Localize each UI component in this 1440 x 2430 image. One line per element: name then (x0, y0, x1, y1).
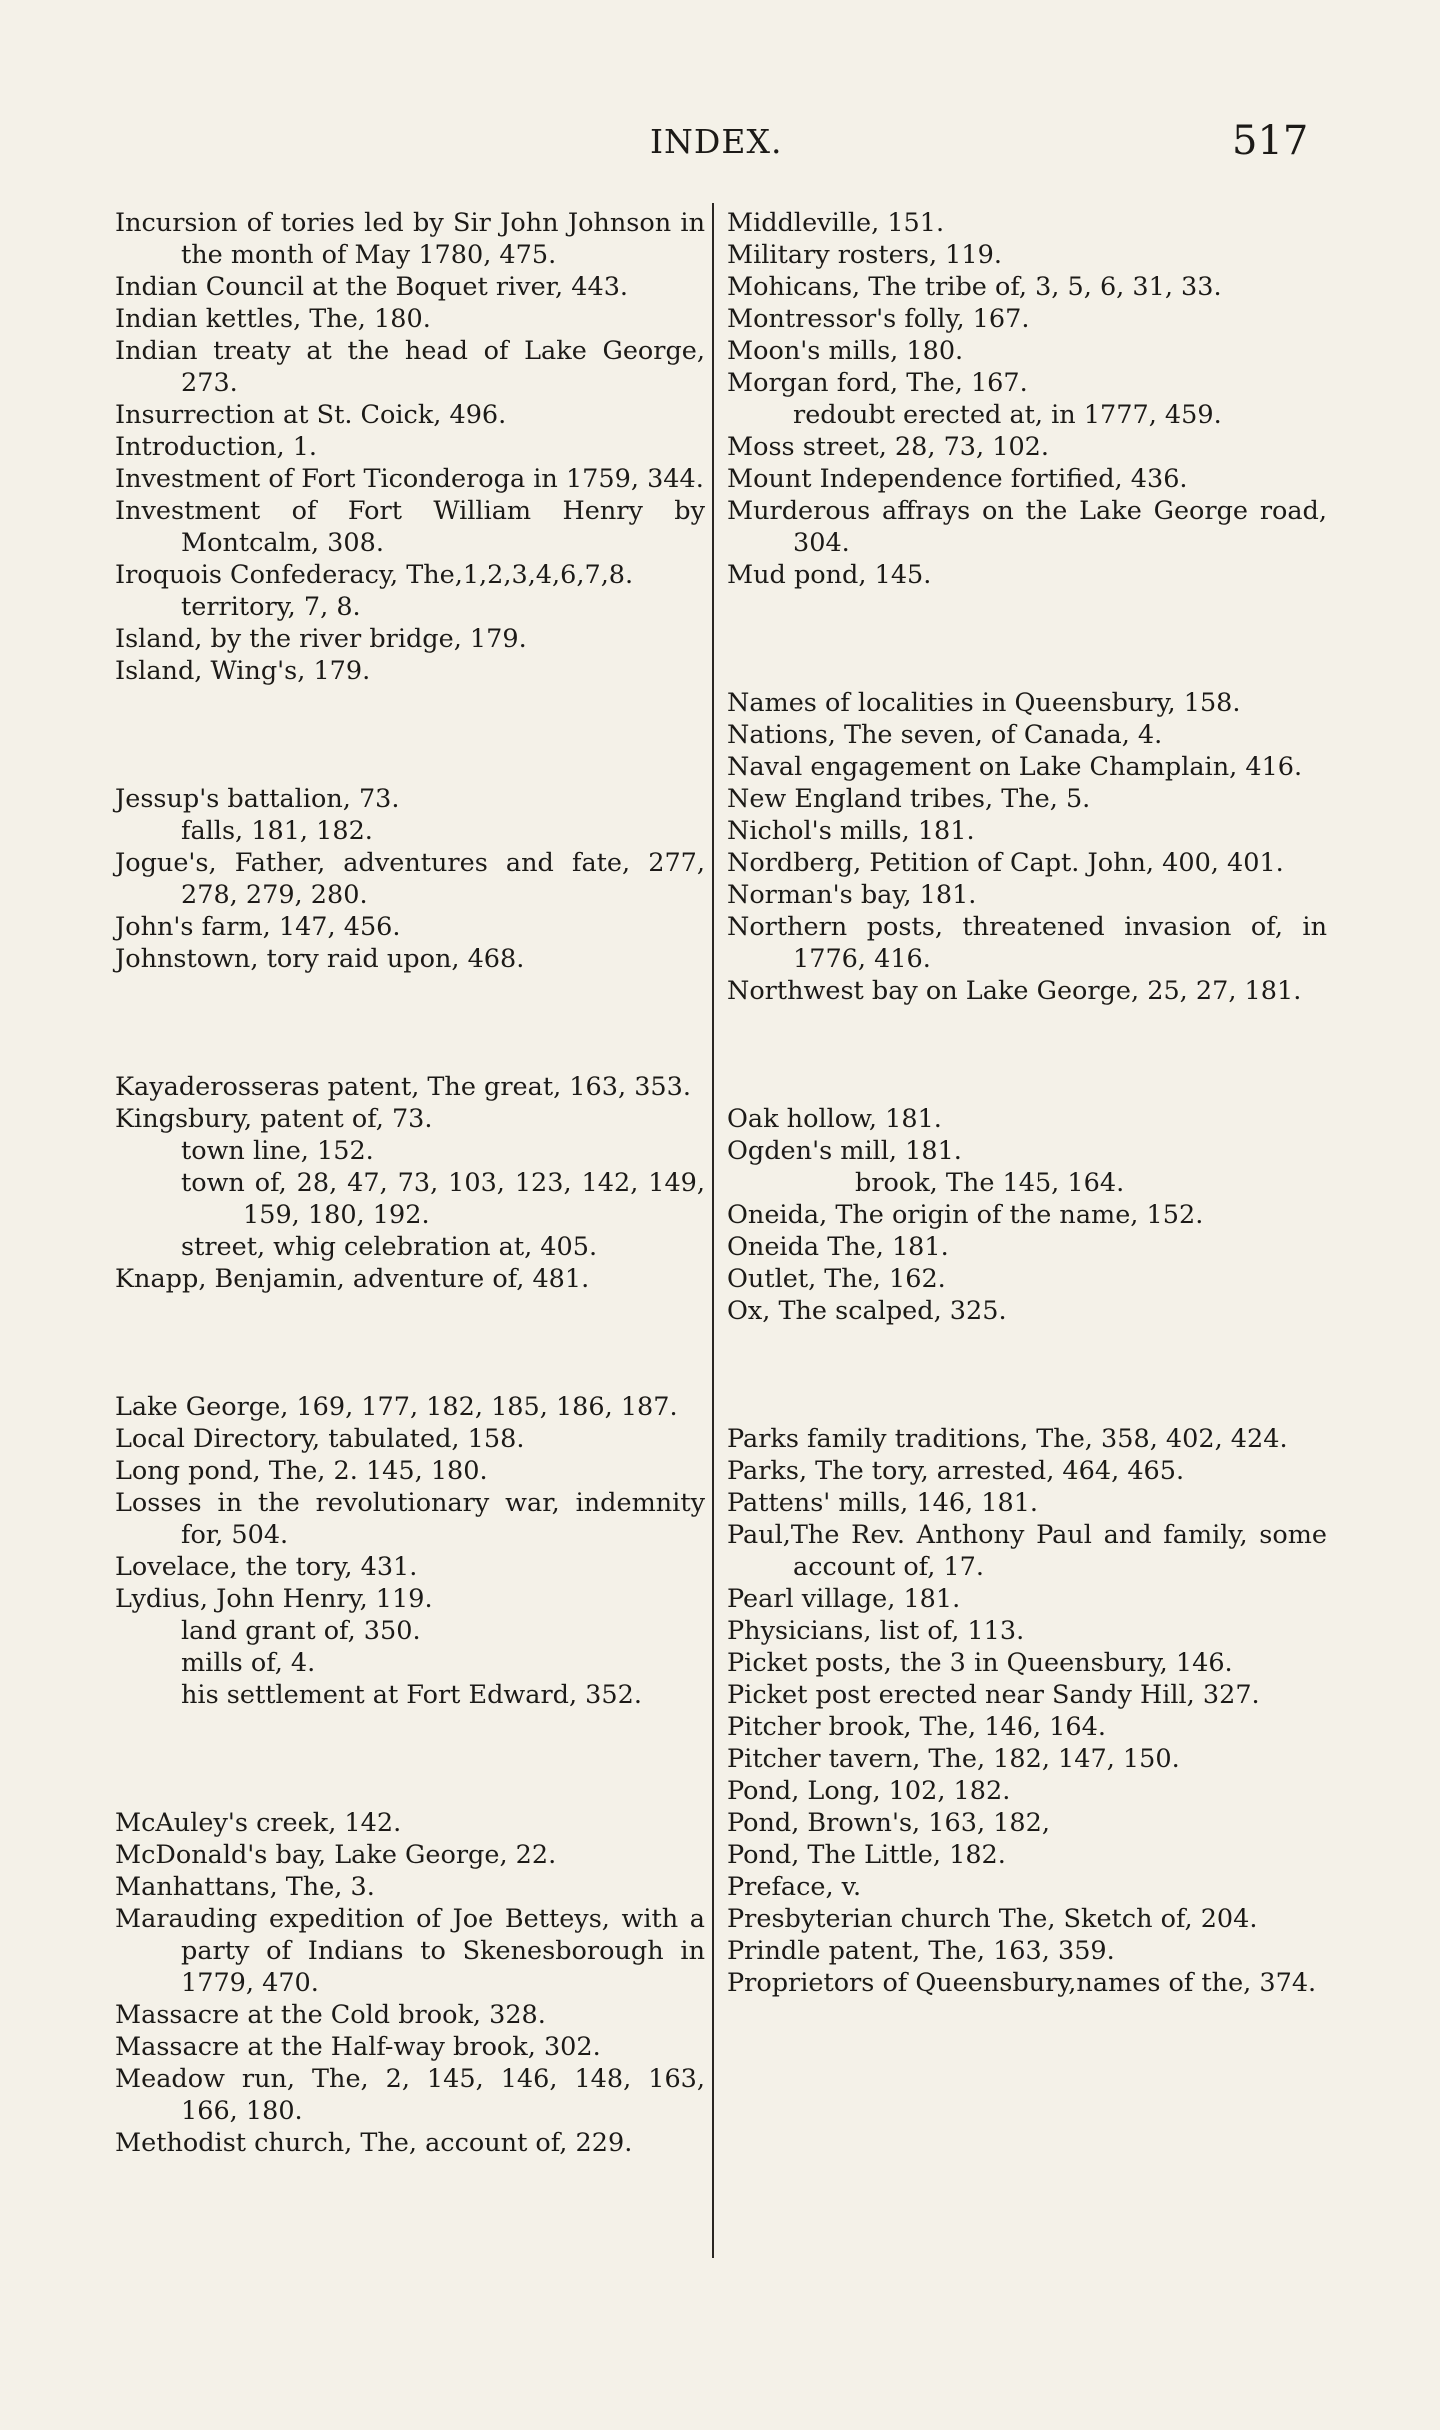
index-subentry: town of, 28, 47, 73, 103, 123, 142, 149, 159, 180, 192. (181, 1168, 705, 1230)
index-entry: Nordberg, Petition of Capt. John, 400, 401. (727, 848, 1284, 878)
letter-section-gap (115, 1711, 705, 1807)
index-entry: Moon's mills, 180. (727, 336, 964, 366)
left-index-column (115, 207, 705, 2159)
index-entry: Ogden's mill, 181. (727, 1136, 962, 1166)
index-entry: Introduction, 1. (115, 432, 318, 462)
index-entry: Lake George, 169, 177, 182, 185, 186, 187. (115, 1392, 678, 1422)
index-entry: Local Directory, tabulated, 158. (115, 1424, 525, 1454)
index-entry: Insurrection at St. Coick, 496. (115, 400, 507, 430)
index-entry: Norman's bay, 181. (727, 880, 977, 910)
index-entry: Nations, The seven, of Canada, 4. (727, 720, 1163, 750)
letter-section-gap (115, 1295, 705, 1391)
index-entry: Northwest bay on Lake George, 25, 27, 181. (727, 976, 1302, 1006)
index-entry: Morgan ford, The, 167. (727, 368, 1028, 398)
letter-section-gap (115, 975, 705, 1071)
left-letter-group (115, 783, 705, 975)
left-letter-group (115, 1391, 705, 1711)
index-entry: Oneida The, 181. (727, 1232, 949, 1262)
index-entry: Investment of Fort Ticonderoga in 1759, 344. (115, 464, 704, 494)
index-entry: Nichol's mills, 181. (727, 816, 975, 846)
right-letter-group (727, 1423, 1327, 1999)
index-entry: Oak hollow, 181. (727, 1104, 942, 1134)
index-entry: Johnstown, tory raid upon, 468. (115, 944, 525, 974)
index-entry: Mohicans, The tribe of, 3, 5, 6, 31, 33. (727, 272, 1222, 302)
index-entry: Investment of Fort William Henry by Montcalm, 308. (115, 496, 705, 558)
letter-section-gap (727, 1007, 1327, 1103)
index-entry: Presbyterian church The, Sketch of, 204. (727, 1904, 1258, 1934)
index-entry: Parks, The tory, arrested, 464, 465. (727, 1456, 1185, 1486)
index-entry: Indian treaty at the head of Lake George, 273. (115, 336, 705, 398)
left-letter-group (115, 1807, 705, 2159)
index-entry: Lydius, John Henry, 119. (115, 1584, 433, 1614)
index-entry: Pond, The Little, 182. (727, 1840, 1006, 1870)
index-entry: Names of localities in Queensbury, 158. (727, 688, 1241, 718)
left-letter-group (115, 1071, 705, 1295)
index-entry: Manhattans, The, 3. (115, 1872, 375, 1902)
index-entry: Picket posts, the 3 in Queensbury, 146. (727, 1648, 1233, 1678)
index-entry: Parks family traditions, The, 358, 402, 424. (727, 1424, 1288, 1454)
index-entry: Picket post erected near Sandy Hill, 327. (727, 1680, 1260, 1710)
index-entry: John's farm, 147, 456. (115, 912, 401, 942)
index-entry: Naval engagement on Lake Champlain, 416. (727, 752, 1303, 782)
letter-section-gap (115, 687, 705, 783)
index-entry: Mount Independence fortified, 436. (727, 464, 1188, 494)
index-entry: McDonald's bay, Lake George, 22. (115, 1840, 557, 1870)
running-head: INDEX. (650, 122, 783, 161)
index-entry: Mud pond, 145. (727, 560, 932, 590)
index-entry: Moss street, 28, 73, 102. (727, 432, 1049, 462)
index-subentry: redoubt erected at, in 1777, 459. (793, 400, 1222, 430)
index-entry: Physicians, list of, 113. (727, 1616, 1025, 1646)
index-entry: Massacre at the Half-way brook, 302. (115, 2032, 601, 2062)
index-entry: Prindle patent, The, 163, 359. (727, 1936, 1115, 1966)
index-entry: Pearl village, 181. (727, 1584, 961, 1614)
index-entry: Military rosters, 119. (727, 240, 1002, 270)
letter-section-gap (727, 591, 1327, 687)
index-entry: Pitcher tavern, The, 182, 147, 150. (727, 1744, 1180, 1774)
left-letter-group (115, 207, 705, 687)
index-entry: Methodist church, The, account of, 229. (115, 2128, 633, 2158)
index-entry: Oneida, The origin of the name, 152. (727, 1200, 1204, 1230)
index-subentry: mills of, 4. (181, 1648, 316, 1678)
index-entry: Montressor's folly, 167. (727, 304, 1030, 334)
index-entry: Indian kettles, The, 180. (115, 304, 431, 334)
index-entry: Pitcher brook, The, 146, 164. (727, 1712, 1106, 1742)
index-entry: Kingsbury, patent of, 73. (115, 1104, 433, 1134)
index-subentry: his settlement at Fort Edward, 352. (181, 1680, 642, 1710)
index-entry: Pond, Long, 102, 182. (727, 1776, 1011, 1806)
index-entry: Murderous affrays on the Lake George road, 304. (727, 496, 1327, 558)
index-entry: Marauding expedition of Joe Betteys, with a party of Indians to Skenesborough in 1779, 470. (115, 1904, 705, 1998)
index-entry: Proprietors of Queensbury,names of the, 374. (727, 1968, 1317, 1998)
index-entry: Massacre at the Cold brook, 328. (115, 2000, 546, 2030)
right-letter-group (727, 207, 1327, 591)
index-entry: Pond, Brown's, 163, 182, (727, 1808, 1050, 1838)
index-entry: Long pond, The, 2. 145, 180. (115, 1456, 488, 1486)
index-entry: McAuley's creek, 142. (115, 1808, 402, 1838)
index-entry: Middleville, 151. (727, 208, 945, 238)
index-subentry: land grant of, 350. (181, 1616, 421, 1646)
index-entry: Losses in the revolutionary war, indemnity for, 504. (115, 1488, 705, 1550)
index-entry: Jessup's battalion, 73. (115, 784, 400, 814)
right-index-column (727, 207, 1327, 1999)
index-entry: Pattens' mills, 146, 181. (727, 1488, 1039, 1518)
index-entry: Kayaderosseras patent, The great, 163, 353. (115, 1072, 691, 1102)
right-letter-group (727, 1103, 1327, 1327)
right-letter-group (727, 687, 1327, 1007)
index-entry: Outlet, The, 162. (727, 1264, 946, 1294)
index-entry: Paul,The Rev. Anthony Paul and family, some account of, 17. (727, 1520, 1327, 1582)
index-entry: Island, Wing's, 179. (115, 656, 371, 686)
letter-section-gap (727, 1327, 1327, 1423)
index-entry: Lovelace, the tory, 431. (115, 1552, 418, 1582)
index-entry: Knapp, Benjamin, adventure of, 481. (115, 1264, 590, 1294)
index-entry: Northern posts, threatened invasion of, in 1776, 416. (727, 912, 1327, 974)
index-subentry: falls, 181, 182. (181, 816, 373, 846)
index-entry: Jogue's, Father, adventures and fate, 277, 278, 279, 280. (115, 848, 705, 910)
index-entry: Meadow run, The, 2, 145, 146, 148, 163, 166, 180. (115, 2064, 705, 2126)
index-subentry: street, whig celebration at, 405. (181, 1232, 598, 1262)
index-entry: Indian Council at the Boquet river, 443. (115, 272, 629, 302)
index-entry: Iroquois Confederacy, The,1,2,3,4,6,7,8. (115, 560, 634, 590)
index-subentry: town line, 152. (181, 1136, 374, 1166)
index-entry: Preface, v. (727, 1872, 862, 1902)
index-entry: Island, by the river bridge, 179. (115, 624, 527, 654)
index-subentry: territory, 7, 8. (181, 592, 361, 622)
page-header (0, 118, 1440, 168)
column-divider (712, 203, 714, 2258)
page-number: 517 (1232, 118, 1309, 164)
index-entry: Incursion of tories led by Sir John Johnson in the month of May 1780, 475. (115, 208, 705, 270)
index-entry: Ox, The scalped, 325. (727, 1296, 1007, 1326)
index-subentry: brook, The 145, 164. (855, 1168, 1125, 1198)
index-entry: New England tribes, The, 5. (727, 784, 1091, 814)
